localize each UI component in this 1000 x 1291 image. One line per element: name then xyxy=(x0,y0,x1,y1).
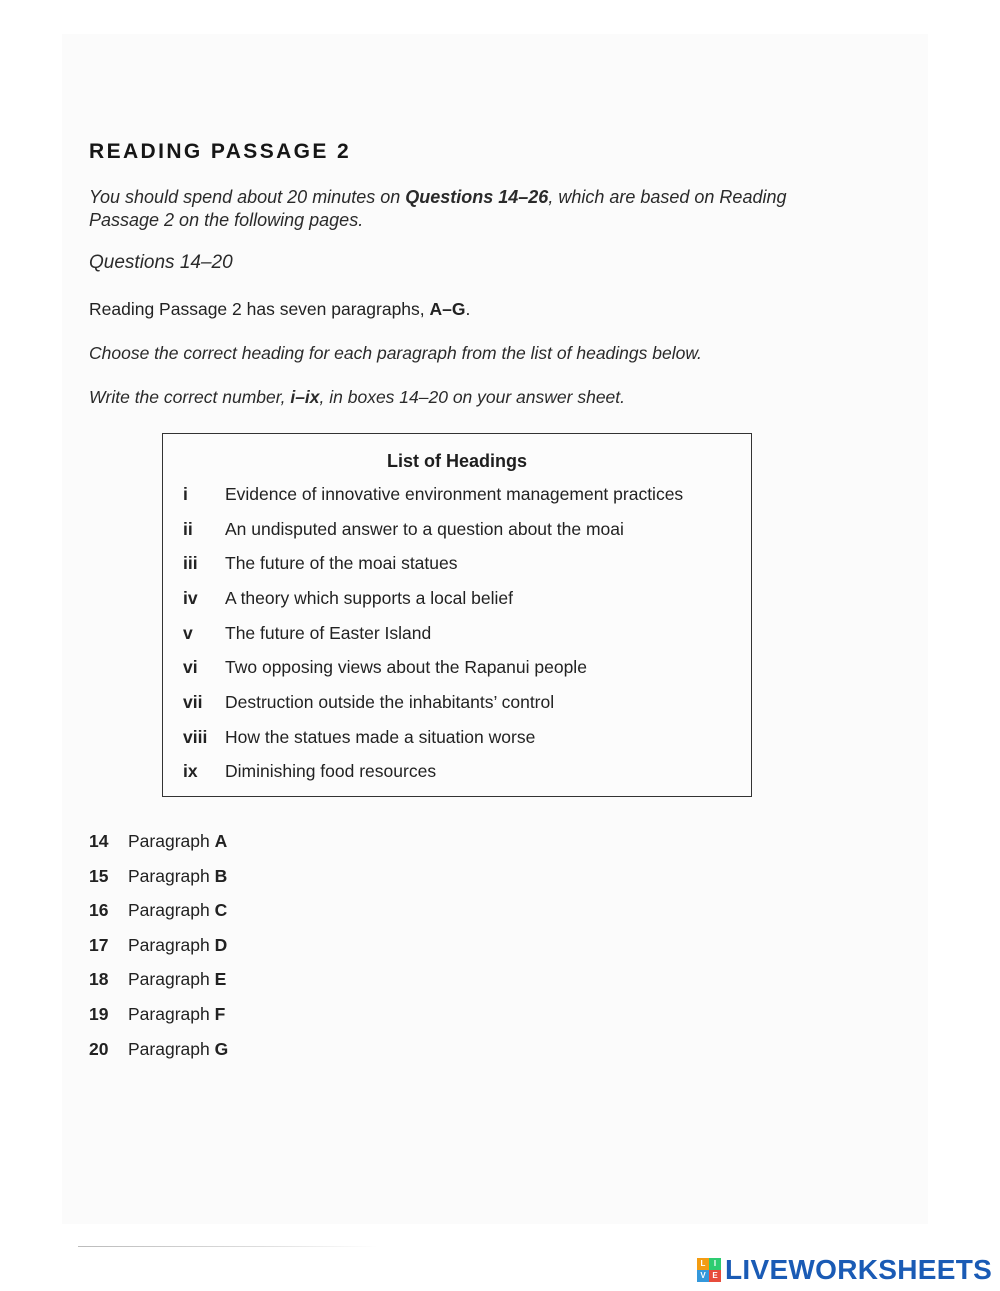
question-label: Paragraph D xyxy=(128,935,228,955)
heading-text: The future of the moai statues xyxy=(225,553,458,573)
heading-text: Destruction outside the inhabitants’ control xyxy=(225,692,555,712)
heading-number: v xyxy=(183,623,193,643)
heading-text: The future of Easter Island xyxy=(225,623,432,643)
heading-text: Two opposing views about the Rapanui people xyxy=(225,657,587,677)
instruction-paragraph-count: Reading Passage 2 has seven paragraphs, A–G. xyxy=(89,299,471,319)
questions-range-heading: Questions 14–20 xyxy=(89,252,233,273)
instruction-write-number: Write the correct number, i–ix, in boxes 14–20 on your answer sheet. xyxy=(89,387,626,407)
headings-box-title: List of Headings xyxy=(386,451,527,471)
heading-text: A theory which supports a local belief xyxy=(225,588,513,608)
heading-text: An undisputed answer to a question about the moai xyxy=(225,519,624,539)
heading-number: ii xyxy=(183,519,193,539)
question-label: Paragraph G xyxy=(128,1039,229,1059)
liveworksheets-logo-icon xyxy=(697,1258,721,1282)
heading-text: Diminishing food resources xyxy=(225,761,437,781)
question-number: 15 xyxy=(89,866,109,886)
liveworksheets-logo[interactable] xyxy=(697,1255,992,1285)
list-of-headings-box xyxy=(162,433,752,797)
logo-letter-e: E xyxy=(709,1270,721,1282)
intro-text: You should spend about 20 minutes on Questions 14–26, which are based on Reading Passage 2 on the following pages. xyxy=(89,187,787,230)
question-label: Paragraph C xyxy=(128,900,228,920)
question-number: 17 xyxy=(89,935,109,955)
heading-number: iv xyxy=(183,588,198,608)
question-number: 18 xyxy=(89,969,109,989)
question-label: Paragraph A xyxy=(128,831,228,851)
question-label: Paragraph E xyxy=(128,969,227,989)
heading-text: How the statues made a situation worse xyxy=(225,727,536,747)
heading-number: viii xyxy=(183,727,208,747)
question-number: 14 xyxy=(89,831,109,851)
instruction-choose-heading: Choose the correct heading for each paragraph from the list of headings below. xyxy=(89,343,702,363)
question-number: 19 xyxy=(89,1004,109,1024)
question-number: 16 xyxy=(89,900,109,920)
heading-number: iii xyxy=(183,553,198,573)
heading-number: i xyxy=(183,484,188,504)
heading-number: vii xyxy=(183,692,203,712)
question-number: 20 xyxy=(89,1039,109,1059)
logo-letter-i: I xyxy=(709,1258,721,1270)
question-label: Paragraph F xyxy=(128,1004,226,1024)
heading-text: Evidence of innovative environment management practices xyxy=(225,484,684,504)
heading-number: ix xyxy=(183,761,198,781)
footer-divider xyxy=(78,1246,378,1247)
logo-letter-l: L xyxy=(697,1258,709,1270)
logo-letter-v: V xyxy=(697,1270,709,1282)
question-label: Paragraph B xyxy=(128,866,228,886)
liveworksheets-logo-text: LIVEWORKSHEETS xyxy=(725,1254,993,1285)
heading-number: vi xyxy=(183,657,198,677)
page-title: READING PASSAGE 2 xyxy=(89,140,352,163)
